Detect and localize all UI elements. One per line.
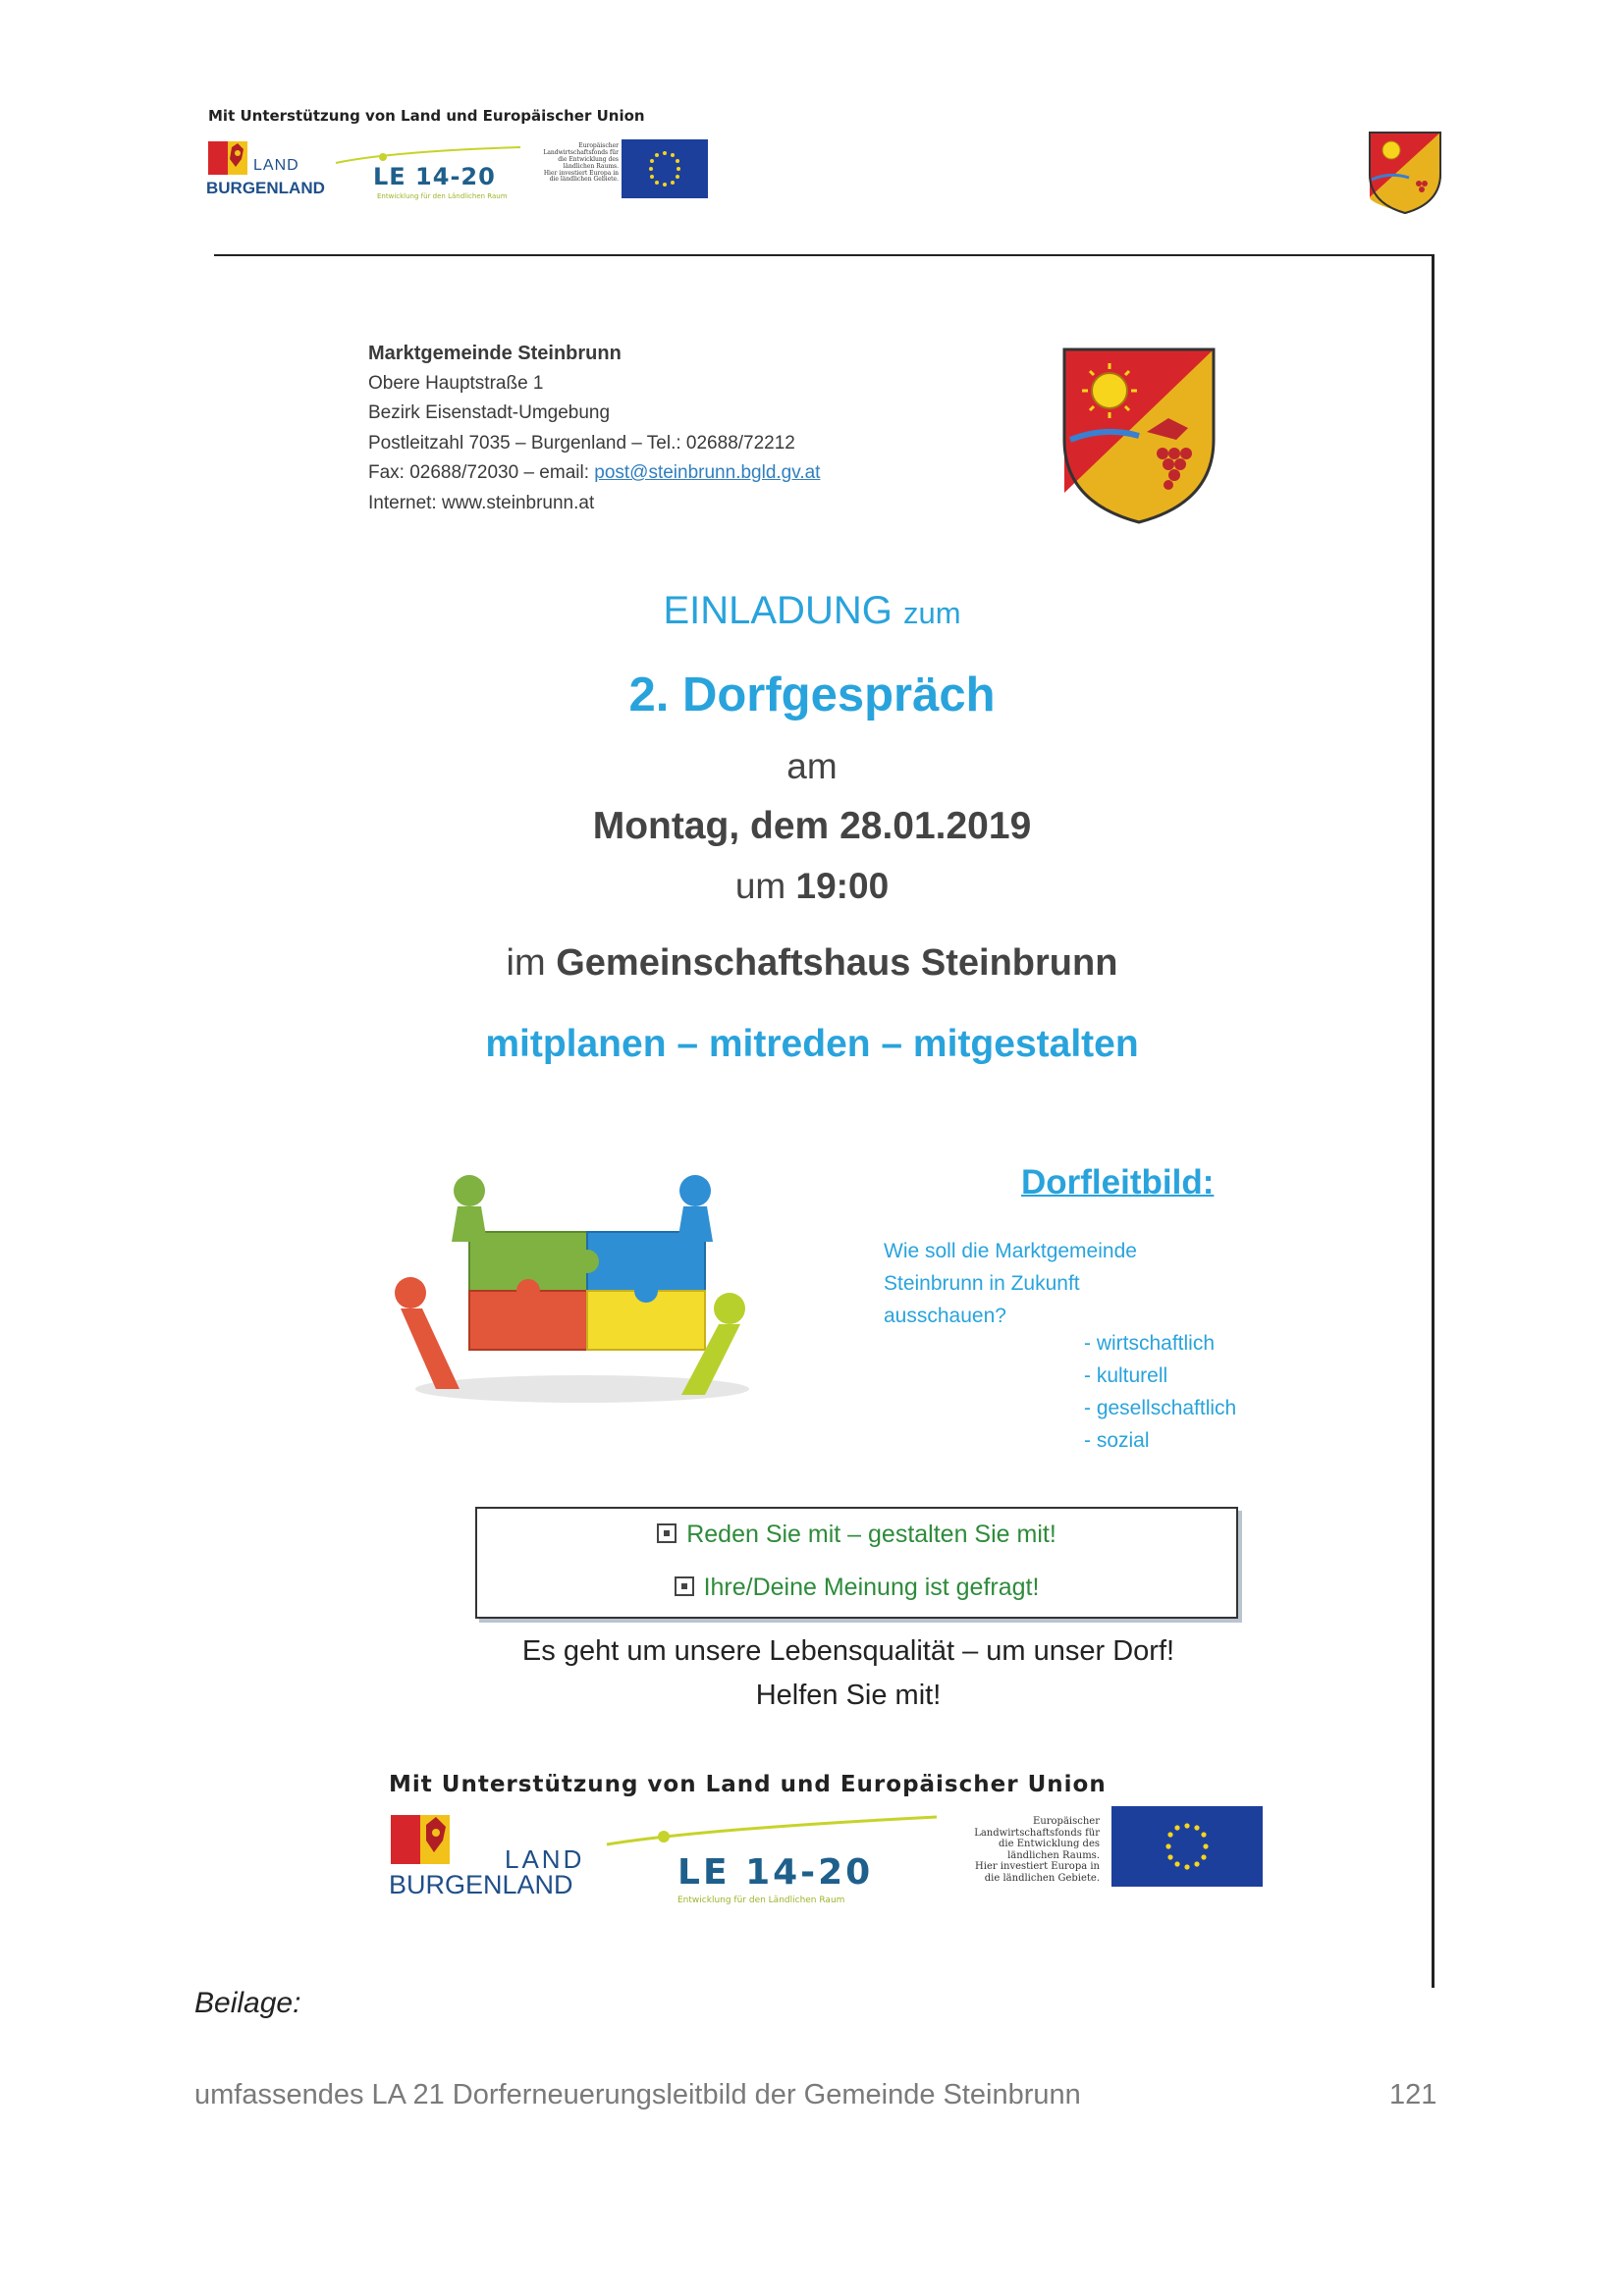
footer-page-number: 121 xyxy=(1389,2079,1437,2110)
address-postal: Postleitzahl 7035 – Burgenland – Tel.: 02688/72212 xyxy=(368,432,795,454)
puzzle-illustration xyxy=(391,1173,774,1409)
checkbox-bullet-icon xyxy=(657,1523,677,1543)
eafrd-line: ländlichen Raums. xyxy=(563,162,619,170)
le-subtitle: Entwicklung für den Ländlichen Raum xyxy=(377,192,508,200)
eafrd-line: Landwirtschaftsfonds für xyxy=(974,1827,1100,1839)
le-14-20-logo-bottom xyxy=(605,1811,939,1909)
invitation-frame-right xyxy=(1432,254,1435,1988)
invitation-title xyxy=(0,589,1624,633)
burgenland-name-text: BURGENLAND xyxy=(389,1870,573,1899)
address-internet: Internet: www.steinbrunn.at xyxy=(368,492,595,513)
eafrd-line: Hier investiert Europa in xyxy=(975,1861,1100,1872)
address-street: Obere Hauptstraße 1 xyxy=(368,372,544,394)
le-subtitle: Entwicklung für den Ländlichen Raum xyxy=(677,1896,845,1905)
burgenland-logo xyxy=(206,139,324,200)
closing-line-2: Helfen Sie mit! xyxy=(755,1680,942,1711)
event-date: Montag, dem 28.01.2019 xyxy=(592,805,1032,847)
eafrd-line: Landwirtschaftsfonds für xyxy=(543,148,619,156)
leitbild-item: - gesellschaftlich xyxy=(1084,1397,1237,1419)
eu-flag-icon xyxy=(622,139,708,198)
event-place-line xyxy=(0,942,1624,985)
callout-line-1 xyxy=(477,1521,1236,1549)
eafrd-line: die ländlichen Gebiete. xyxy=(549,176,619,184)
event-slogan: mitplanen – mitreden – mitgestalten xyxy=(485,1023,1139,1065)
leitbild-item: - wirtschaftlich xyxy=(1084,1332,1216,1355)
callout-text-1: Reden Sie mit – gestalten Sie mit! xyxy=(686,1521,1056,1548)
coat-of-arms-top xyxy=(1366,129,1444,215)
leitbild-question-line: Wie soll die Marktgemeinde xyxy=(884,1240,1137,1262)
le-swoosh-icon xyxy=(605,1811,939,1850)
email-link[interactable]: post@steinbrunn.bgld.gv.at xyxy=(594,462,821,483)
event-am: am xyxy=(786,746,838,786)
burgenland-name-text: BURGENLAND xyxy=(206,179,325,197)
eafrd-line: die Entwicklung des xyxy=(999,1839,1100,1849)
eafrd-text-block xyxy=(530,143,619,184)
event-time-prefix: um xyxy=(734,866,786,906)
address-fax-line xyxy=(368,458,820,489)
beilage-label: Beilage: xyxy=(194,1987,301,2019)
leitbild-title: Dorfleitbild: xyxy=(1021,1163,1215,1201)
support-title: Mit Unterstützung von Land und Europäischer Union xyxy=(208,107,645,125)
closing-line-1: Es geht um unsere Lebensqualität – um unser Dorf! xyxy=(521,1635,1175,1667)
eafrd-text-block-bottom xyxy=(943,1816,1100,1884)
callout-line-2 xyxy=(477,1574,1236,1602)
callout-box xyxy=(475,1507,1238,1619)
burgenland-land-text: LAND xyxy=(505,1844,585,1874)
address-block xyxy=(368,339,820,518)
eafrd-line: die Entwicklung des xyxy=(558,155,619,163)
le-14-20-logo xyxy=(334,145,530,214)
invitation-frame-top xyxy=(214,254,1435,256)
leitbild-question-line: Steinbrunn in Zukunft xyxy=(884,1272,1080,1295)
eafrd-line: ländlichen Raums. xyxy=(1007,1849,1100,1861)
leitbild-list xyxy=(1084,1327,1236,1457)
leitbild-question-line: ausschauen? xyxy=(884,1305,1006,1327)
burgenland-logo-bottom xyxy=(389,1811,585,1899)
address-org: Marktgemeinde Steinbrunn xyxy=(368,343,622,364)
le-title: LE 14-20 xyxy=(373,163,496,190)
callout-text-2: Ihre/Deine Meinung ist gefragt! xyxy=(703,1574,1040,1601)
event-place: Gemeinschaftshaus Steinbrunn xyxy=(556,942,1118,984)
eafrd-line: die ländlichen Gebiete. xyxy=(984,1872,1100,1884)
coat-of-arms-icon xyxy=(1366,129,1444,215)
eafrd-line: Hier investiert Europa in xyxy=(543,169,619,177)
eafrd-line: Europäischer xyxy=(578,142,619,149)
puzzle-people-icon xyxy=(391,1173,774,1409)
steinbrunn-coat-icon xyxy=(1060,346,1218,527)
invitation-title-small: zum xyxy=(902,596,961,630)
address-district: Bezirk Eisenstadt-Umgebung xyxy=(368,402,611,423)
event-time-line xyxy=(0,866,1624,907)
leitbild-item: - kulturell xyxy=(1084,1364,1168,1387)
leitbild-question xyxy=(884,1235,1137,1332)
event-title: 2. Dorfgespräch xyxy=(628,668,996,721)
event-time: 19:00 xyxy=(795,866,890,906)
le-swoosh-icon xyxy=(334,145,530,165)
checkbox-bullet-icon xyxy=(675,1576,694,1596)
leitbild-item: - sozial xyxy=(1084,1429,1150,1452)
support-title-bottom: Mit Unterstützung von Land und Europäischer Union xyxy=(389,1772,1107,1797)
address-fax: Fax: 02688/72030 – email: xyxy=(368,462,595,483)
footer-doc-title: umfassendes LA 21 Dorferneuerungsleitbild der Gemeinde Steinbrunn xyxy=(194,2079,1081,2110)
event-place-prefix: im xyxy=(506,942,546,984)
invitation-title-main: EINLADUNG xyxy=(663,589,893,632)
le-title: LE 14-20 xyxy=(677,1852,874,1893)
burgenland-land-text: LAND xyxy=(253,157,299,174)
coat-of-arms-large xyxy=(1060,346,1218,527)
eafrd-line: Europäischer xyxy=(1033,1816,1100,1827)
eu-flag-icon-bottom xyxy=(1111,1806,1263,1887)
